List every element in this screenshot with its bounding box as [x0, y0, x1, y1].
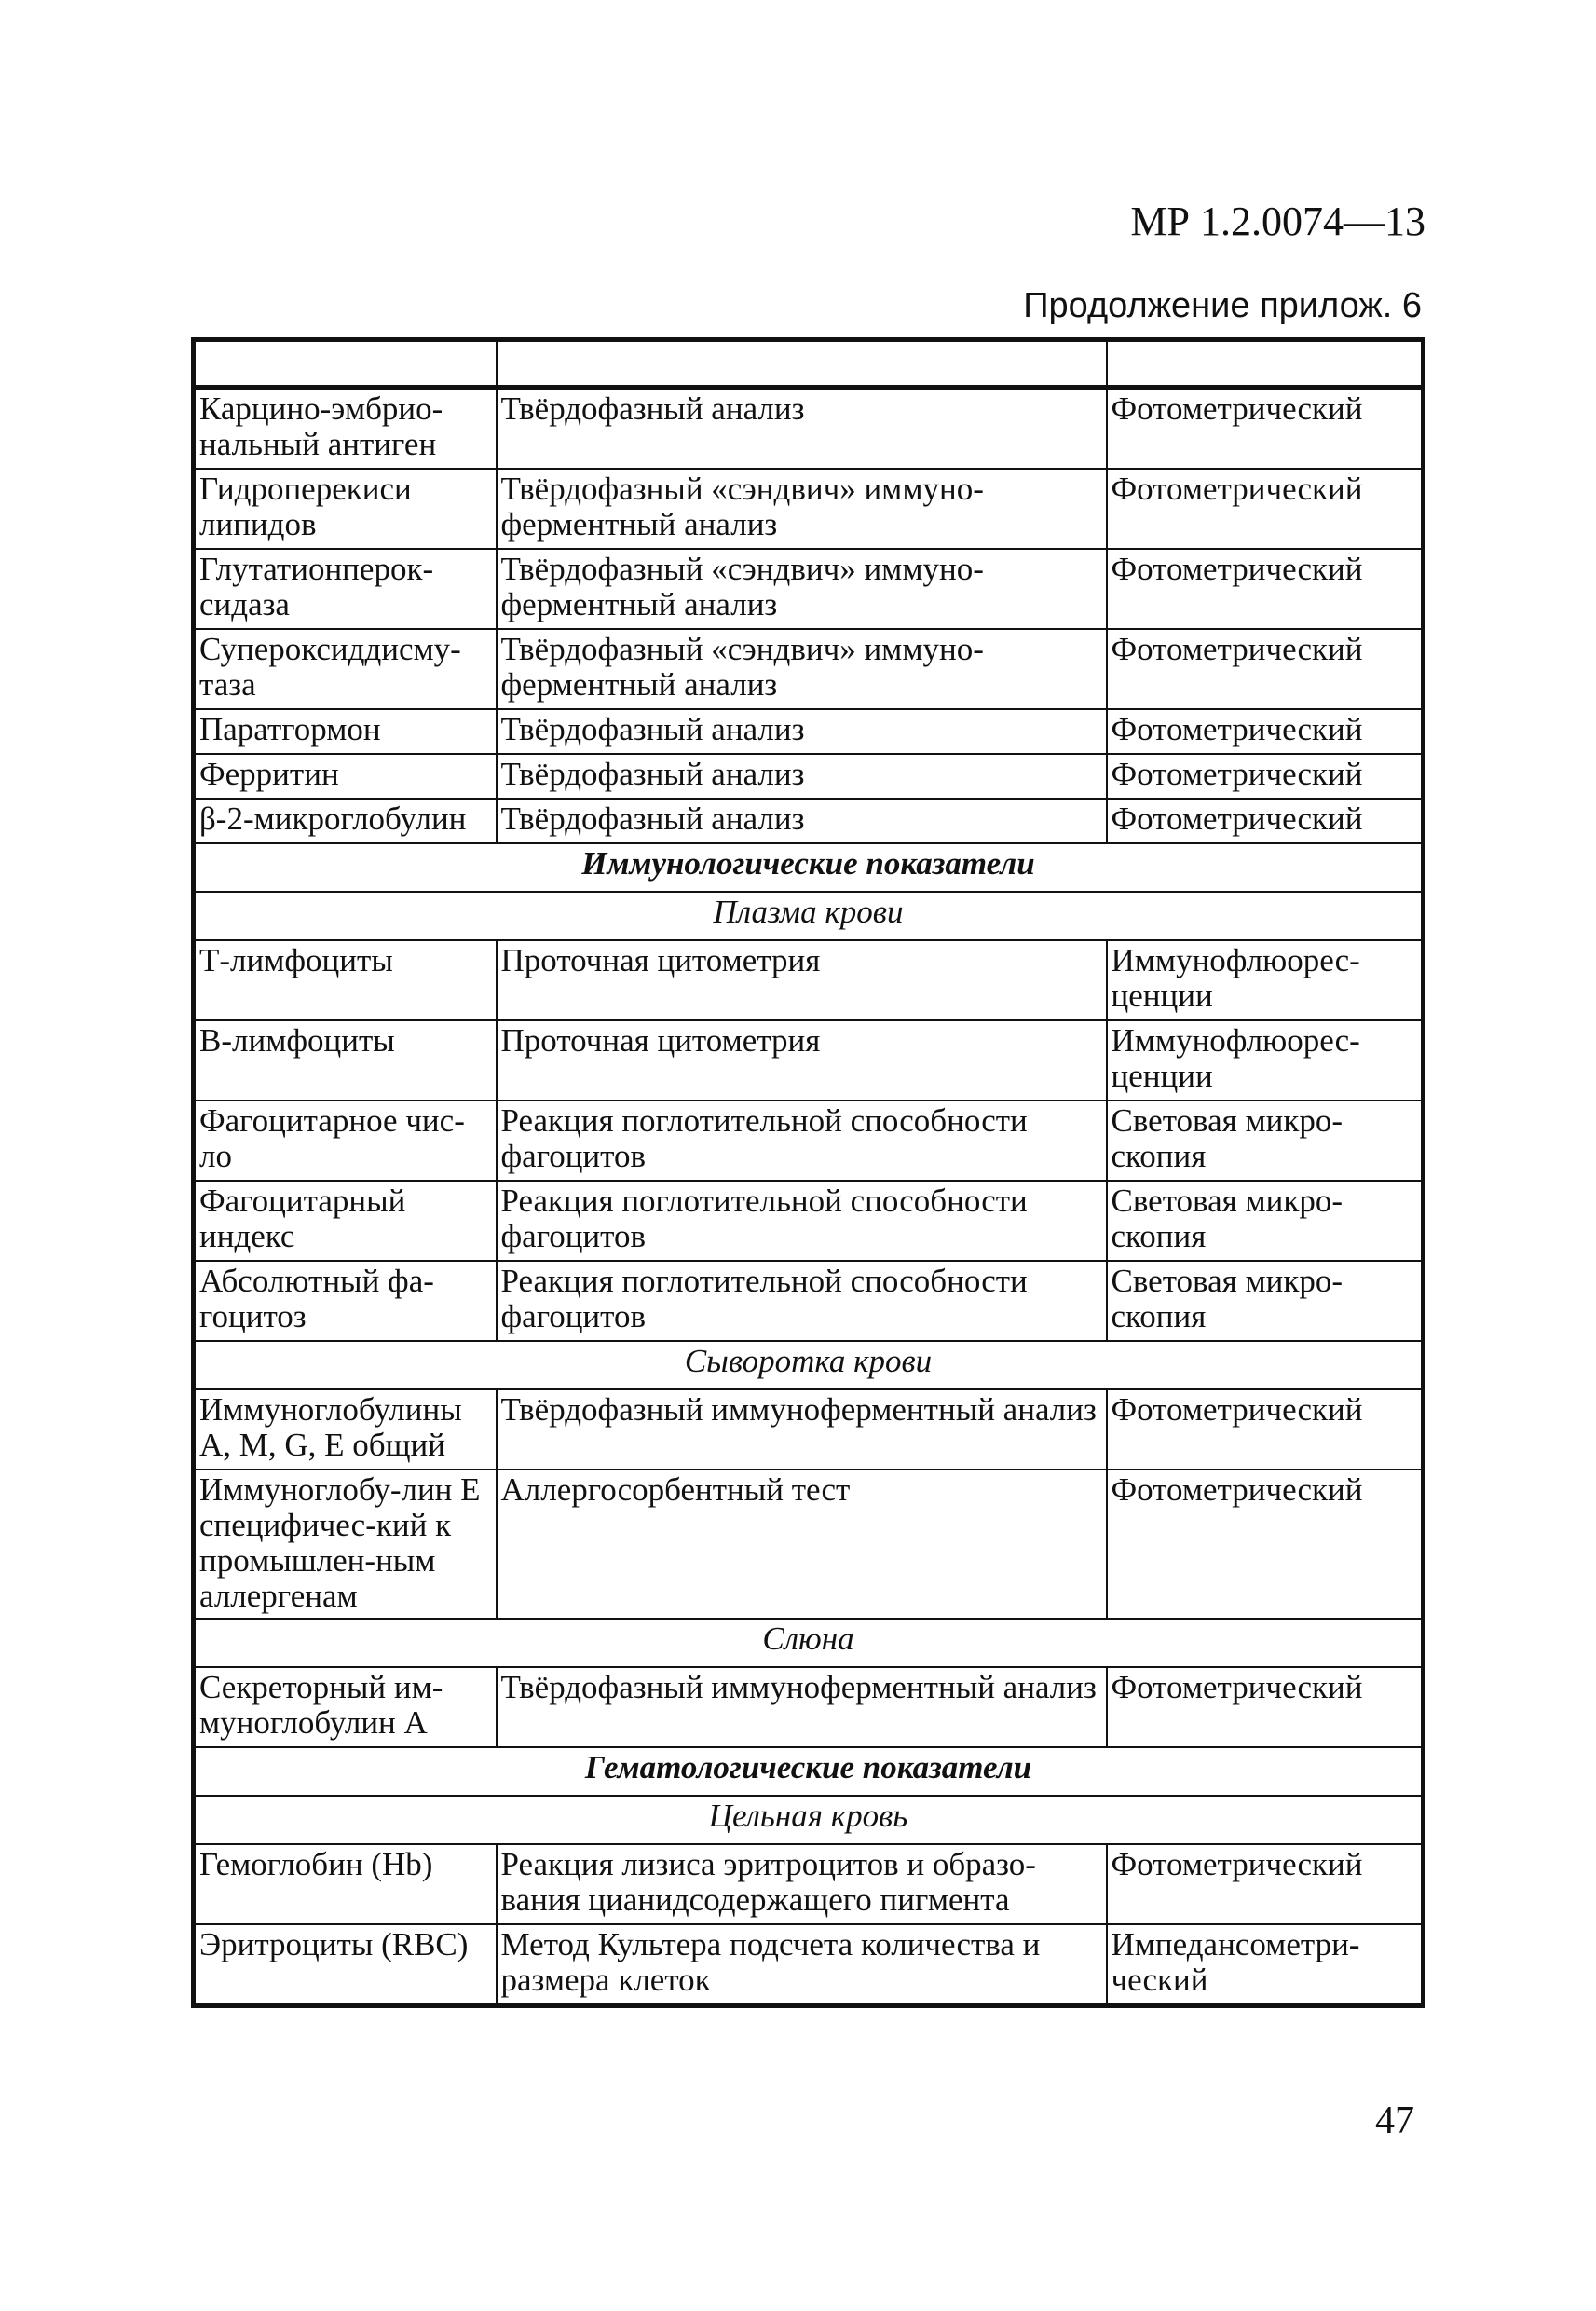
method-cell: Реакция лизиса эритроцитов и образо-вания цианидсодержащего пигмента	[497, 1844, 1107, 1924]
subsection-heading-whole-blood: Цельная кровь	[194, 1796, 1424, 1844]
table-header-row	[194, 340, 1424, 388]
technique-cell: Иммунофлюорес-ценции	[1107, 940, 1424, 1020]
indicator-cell: Эритроциты (RBC)	[194, 1924, 497, 2006]
indicator-cell: Глутатионперок-сидаза	[194, 549, 497, 629]
table-row	[194, 1470, 1424, 1619]
section-row	[194, 843, 1424, 892]
table-row	[194, 1667, 1424, 1747]
method-cell: Твёрдофазный «сэндвич» иммуно-ферментный анализ	[497, 629, 1107, 709]
header-cell	[497, 340, 1107, 388]
method-cell: Твёрдофазный «сэндвич» иммуно-ферментный анализ	[497, 549, 1107, 629]
technique-cell: Фотометрический	[1107, 1667, 1424, 1747]
method-cell: Проточная цитометрия	[497, 1020, 1107, 1101]
indicator-cell: Карцино-эмбрио-нальный антиген	[194, 388, 497, 470]
technique-cell: Фотометрический	[1107, 549, 1424, 629]
method-cell: Реакция поглотительной способности фагоцитов	[497, 1261, 1107, 1341]
subsection-row	[194, 1341, 1424, 1389]
method-cell: Твёрдофазный иммуноферментный анализ	[497, 1667, 1107, 1747]
indicator-cell: Гидроперекиси липидов	[194, 469, 497, 549]
header-cell	[194, 340, 497, 388]
indicator-cell: Иммуноглобулины А, М, G, Е общий	[194, 1389, 497, 1470]
table-row	[194, 1101, 1424, 1181]
technique-cell: Фотометрический	[1107, 754, 1424, 799]
table-row	[194, 1924, 1424, 2006]
subsection-heading-serum: Сыворотка крови	[194, 1341, 1424, 1389]
method-cell: Твёрдофазный анализ	[497, 754, 1107, 799]
section-heading-hematology: Гематологические показатели	[194, 1747, 1424, 1796]
technique-cell: Фотометрический	[1107, 388, 1424, 470]
indicator-cell: Гемоглобин (Hb)	[194, 1844, 497, 1924]
method-cell: Твёрдофазный «сэндвич» иммуно-ферментный анализ	[497, 469, 1107, 549]
table-row	[194, 1844, 1424, 1924]
indicator-cell: Фагоцитарный индекс	[194, 1181, 497, 1261]
technique-cell: Световая микро-скопия	[1107, 1101, 1424, 1181]
technique-cell: Световая микро-скопия	[1107, 1181, 1424, 1261]
document-code: МР 1.2.0074—13	[1130, 198, 1425, 244]
table-row	[194, 629, 1424, 709]
indicator-cell: Паратгормон	[194, 709, 497, 754]
technique-cell: Световая микро-скопия	[1107, 1261, 1424, 1341]
analysis-methods-table	[191, 337, 1425, 2008]
technique-cell: Фотометрический	[1107, 1470, 1424, 1619]
technique-cell: Фотометрический	[1107, 469, 1424, 549]
technique-cell: Фотометрический	[1107, 709, 1424, 754]
table-row	[194, 1181, 1424, 1261]
method-cell: Твёрдофазный анализ	[497, 799, 1107, 843]
subsection-row	[194, 1796, 1424, 1844]
table-row	[194, 549, 1424, 629]
method-cell: Аллергосорбентный тест	[497, 1470, 1107, 1619]
page-number: 47	[1375, 2099, 1414, 2142]
section-heading-immunology: Иммунологические показатели	[194, 843, 1424, 892]
indicator-cell: Иммуноглобу-лин Е специфичес-кий к промышлен-ным аллергенам	[194, 1470, 497, 1619]
indicator-cell: Т-лимфоциты	[194, 940, 497, 1020]
continuation-note: Продолжение прилож. 6	[1023, 286, 1422, 325]
indicator-cell: Ферритин	[194, 754, 497, 799]
table-row	[194, 940, 1424, 1020]
header-cell	[1107, 340, 1424, 388]
method-cell: Твёрдофазный анализ	[497, 388, 1107, 470]
table-row	[194, 754, 1424, 799]
table-row	[194, 388, 1424, 470]
indicator-cell: Абсолютный фа-гоцитоз	[194, 1261, 497, 1341]
technique-cell: Фотометрический	[1107, 1844, 1424, 1924]
method-cell: Реакция поглотительной способности фагоцитов	[497, 1101, 1107, 1181]
indicator-cell: В-лимфоциты	[194, 1020, 497, 1101]
subsection-row	[194, 892, 1424, 940]
method-cell: Метод Культера подсчета количества и размера клеток	[497, 1924, 1107, 2006]
table-row	[194, 799, 1424, 843]
table-row	[194, 1389, 1424, 1470]
section-row	[194, 1747, 1424, 1796]
technique-cell: Фотометрический	[1107, 629, 1424, 709]
technique-cell: Фотометрический	[1107, 1389, 1424, 1470]
technique-cell: Фотометрический	[1107, 799, 1424, 843]
table-row	[194, 709, 1424, 754]
table-row	[194, 1020, 1424, 1101]
indicator-cell: Секреторный им-муноглобулин А	[194, 1667, 497, 1747]
table-row	[194, 1261, 1424, 1341]
method-cell: Твёрдофазный иммуноферментный анализ	[497, 1389, 1107, 1470]
indicator-cell: β-2-микроглобулин	[194, 799, 497, 843]
method-cell: Проточная цитометрия	[497, 940, 1107, 1020]
method-cell: Реакция поглотительной способности фагоцитов	[497, 1181, 1107, 1261]
method-cell: Твёрдофазный анализ	[497, 709, 1107, 754]
indicator-cell: Фагоцитарное чис-ло	[194, 1101, 497, 1181]
technique-cell: Импедансометри-ческий	[1107, 1924, 1424, 2006]
table-row	[194, 469, 1424, 549]
subsection-heading-saliva: Слюна	[194, 1619, 1424, 1667]
technique-cell: Иммунофлюорес-ценции	[1107, 1020, 1424, 1101]
subsection-heading-plasma: Плазма крови	[194, 892, 1424, 940]
indicator-cell: Супероксиддисму-таза	[194, 629, 497, 709]
subsection-row	[194, 1619, 1424, 1667]
